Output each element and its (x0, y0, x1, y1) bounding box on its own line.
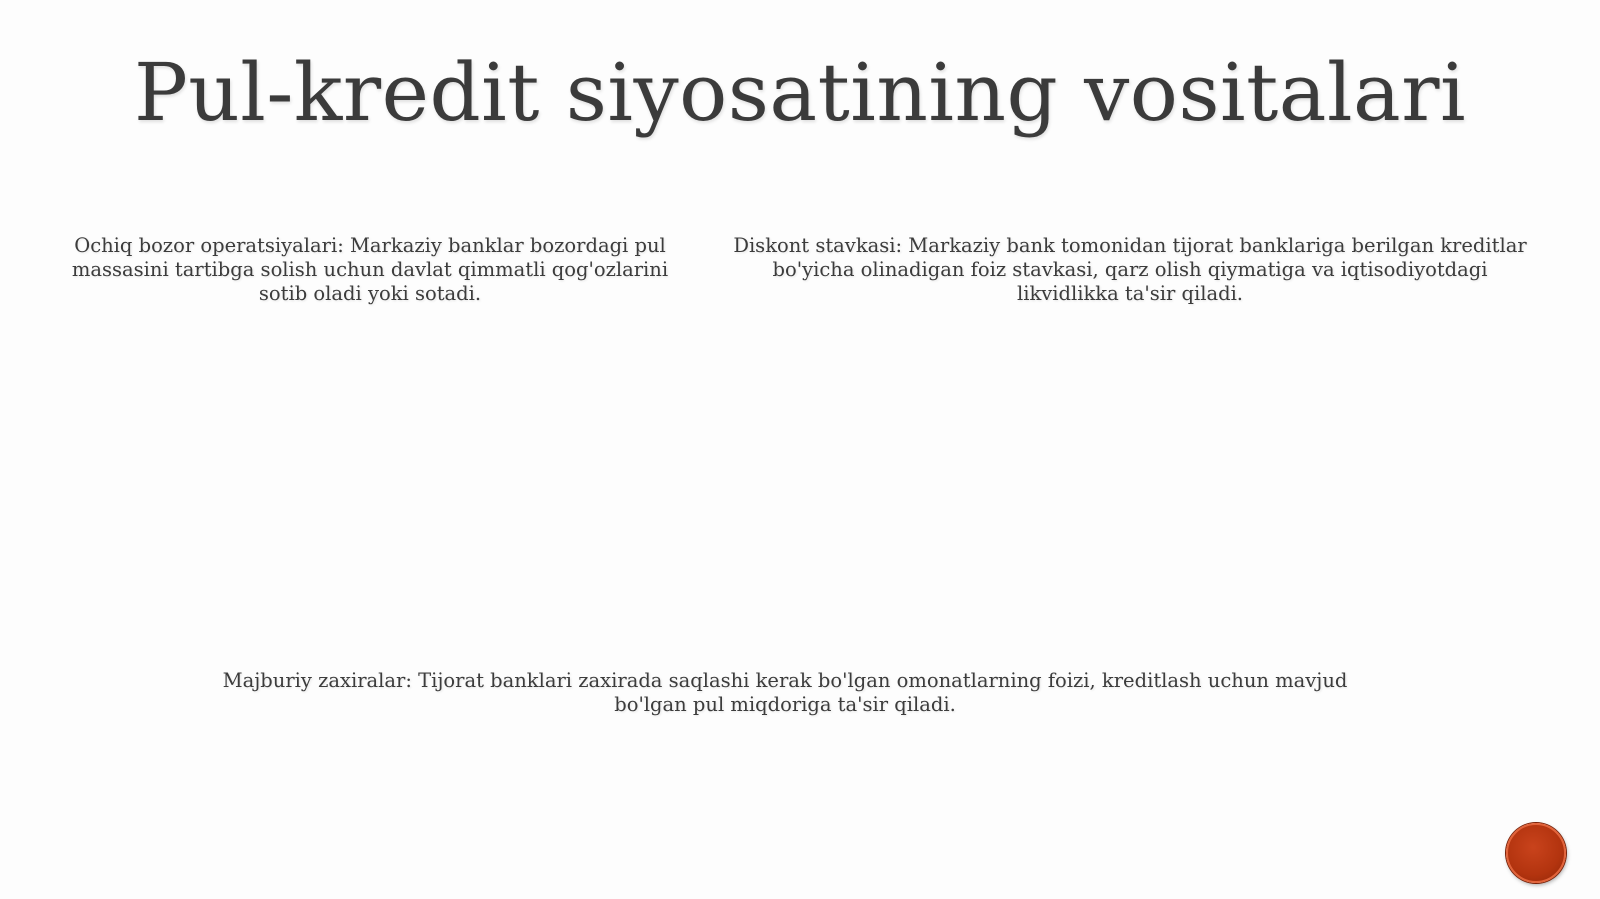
discount-rate-text: Diskont stavkasi: Markaziy bank tomonidan tijorat banklariga berilgan kreditlar bo'yicha olinadigan foiz stavkasi, qarz olish qiymatiga va iqtisodiyotdagi likvidlikka ta'sir qiladi. (733, 234, 1527, 305)
next-slide-icon (1542, 849, 1552, 857)
next-slide-button[interactable] (1506, 823, 1566, 883)
reserve-requirements-text: Majburiy zaxiralar: Tijorat banklari zaxirada saqlashi kerak bo'lgan omonatlarning foizi, kreditlash uchun mavjud bo'lgan pul miqdoriga ta'sir qiladi. (222, 669, 1348, 716)
slide-title: Pul-kredit siyosatining vositalari (133, 46, 1467, 139)
open-market-operations-text: Ochiq bozor operatsiyalari: Markaziy banklar bozordagi pul massasini tartibga solish uchun davlat qimmatli qog'ozlarini sotib oladi yoki sotadi. (71, 234, 669, 305)
